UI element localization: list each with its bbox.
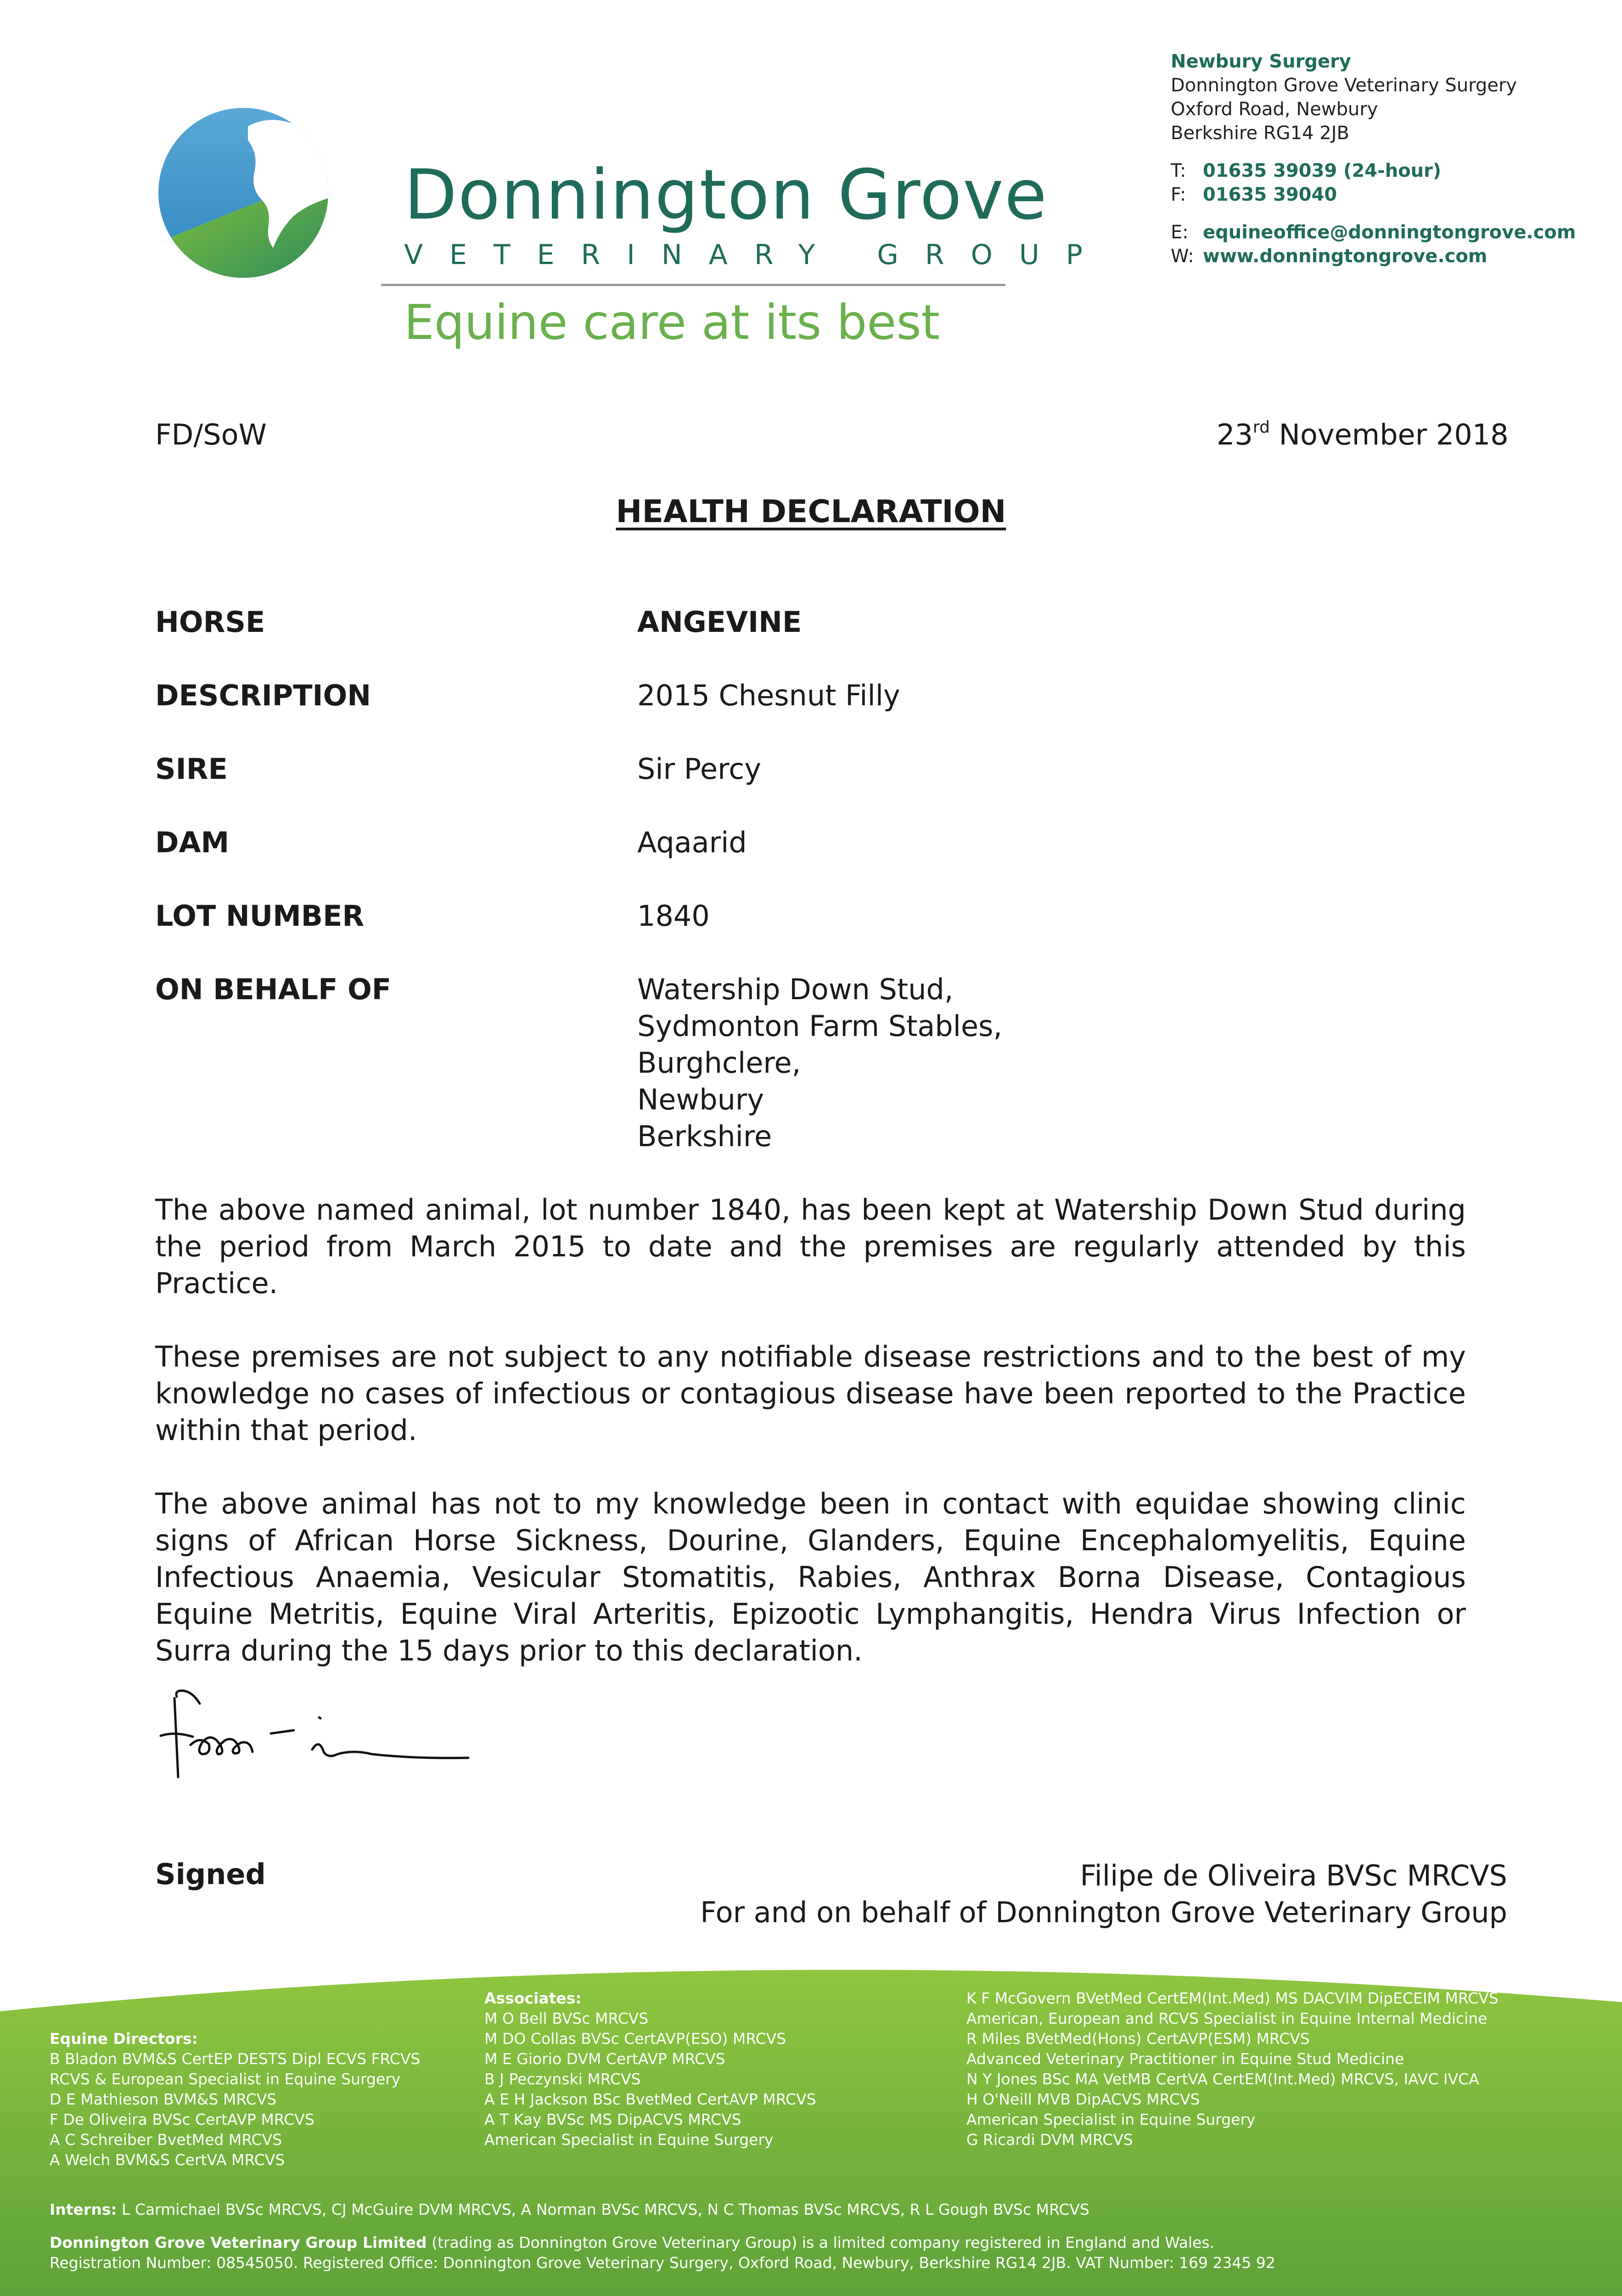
reference-code: FD/SoW [155, 418, 267, 451]
field-label: DAM [155, 826, 230, 859]
field-sire [155, 751, 1487, 788]
field-dam [155, 824, 1487, 861]
contact-block [1171, 50, 1611, 268]
address-line: Donnington Grove Veterinary Surgery [1171, 75, 1517, 96]
company-description: (trading as Donnington Grove Veterinary Group) is a limited company registered in England and Wales. [427, 2234, 1215, 2251]
owner-address-line: Burghclere, [637, 1046, 801, 1080]
director-entry: F De Oliveira BVSc CertAVP MRCVS [50, 2110, 314, 2128]
document-title-text: HEALTH DECLARATION [616, 494, 1006, 530]
horse-head-circle-logo [156, 106, 331, 280]
declaration-body [155, 1192, 1466, 1706]
field-horse [155, 604, 1487, 641]
address-line: Oxford Road, Newbury [1171, 99, 1378, 120]
telephone-number: 01635 39039 (24-hour) [1203, 160, 1442, 181]
paragraph: These premises are not subject to any notifiable disease restrictions and to the best of my knowledge no cases of infectious or contagious disease have been reported to the Practice within that period. [155, 1340, 1466, 1447]
owner-address [637, 971, 1487, 1155]
paragraph: The above named animal, lot number 1840, has been kept at Watership Down Stud during the period from March 2015 to date and the premises are regularly attended by this Practice. [155, 1193, 1466, 1300]
brand-name: Donnington Grove [404, 155, 1048, 235]
consultant-entry: American, European and RCVS Specialist in Equine Internal Medicine [966, 2009, 1487, 2027]
field-label: SIRE [155, 752, 228, 786]
field-value: 2015 Chesnut Filly [637, 679, 900, 712]
telephone-line [1171, 159, 1611, 183]
field-value: Sir Percy [637, 752, 762, 786]
date-month-year: November 2018 [1269, 418, 1509, 451]
field-value: Aqaarid [637, 826, 747, 859]
owner-address-line: Sydmonton Farm Stables, [637, 1009, 1003, 1043]
date-suffix: rd [1252, 418, 1270, 437]
consultant-entry: K F McGovern BVetMed CertEM(Int.Med) MS DACVIM DipECEIM MRCVS [966, 1989, 1499, 2007]
consultant-entry: American Specialist in Equine Surgery [966, 2110, 1256, 2128]
director-entry: D E Mathieson BVM&S MRCVS [50, 2090, 277, 2108]
field-value: 1840 [637, 899, 710, 933]
associate-entry: A T Kay BVSc MS DipACVS MRCVS [484, 2110, 741, 2128]
director-entry: B Bladon BVM&S CertEP DESTS Dipl ECVS FRCVS [50, 2050, 421, 2068]
interns-line [50, 2200, 1588, 2220]
document-title [0, 494, 1622, 530]
interns-list: L Carmichael BVSc MRCVS, CJ McGuire DVM MRCVS, A Norman BVSc MRCVS, N C Thomas BVSc MRCVS, R L Gough BVSc MRCVS [117, 2200, 1089, 2218]
associate-entry: American Specialist in Equine Surgery [484, 2131, 774, 2149]
email-label: E: [1171, 222, 1189, 243]
consultant-entry: Advanced Veterinary Practitioner in Equine Stud Medicine [966, 2050, 1404, 2068]
email-link[interactable]: equineoffice@donningtongrove.com [1203, 222, 1576, 243]
signer-name: Filipe de Oliveira BVSc MRCVS [1080, 1859, 1507, 1892]
consultants [966, 1988, 1586, 2150]
associates [484, 1988, 943, 2150]
brand-group: VETERINARY GROUP [404, 239, 1109, 271]
surgery-name: Newbury Surgery [1171, 51, 1351, 72]
field-value: ANGEVINE [637, 605, 802, 639]
website-link[interactable]: www.donningtongrove.com [1203, 246, 1487, 267]
field-label: DESCRIPTION [155, 679, 371, 712]
signer-block [597, 1857, 1507, 1931]
telephone-label: T: [1171, 160, 1186, 181]
web-line [1171, 244, 1611, 268]
registration-line: Registration Number: 08545050. Registered Office: Donnington Grove Veterinary Surgery, Oxford Road, Newbury, Berkshire RG14 2JB. VAT Number: 169 2345 92 [50, 2254, 1275, 2272]
equine-directors [50, 2029, 463, 2170]
consultant-entry: G Ricardi DVM MRCVS [966, 2131, 1133, 2149]
horse-details [155, 604, 1487, 1155]
address-line: Berkshire RG14 2JB [1171, 123, 1349, 144]
company-line [50, 2233, 1588, 2253]
date-day: 23 [1217, 418, 1253, 451]
web-label: W: [1171, 246, 1194, 267]
letter-date [1217, 418, 1509, 451]
consultant-entry: H O'Neill MVB DipACVS MRCVS [966, 2090, 1200, 2108]
signed-label: Signed [155, 1857, 266, 1891]
associates-heading: Associates: [484, 1989, 582, 2007]
field-description [155, 677, 1487, 714]
field-on-behalf-of [155, 971, 1487, 1155]
director-entry: A C Schreiber BvetMed MRCVS [50, 2131, 282, 2149]
brand-divider [381, 284, 1005, 286]
directors-heading: Equine Directors: [50, 2030, 198, 2048]
paragraph: The above animal has not to my knowledge been in contact with equidae showing clinic signs of African Horse Sickness, Dourine, Glanders, Equine Encephalomyelitis, Equine Infectious Anaemia, Vesicular Stomatitis, Rabies, Anthrax Borna Disease, Contagious Equine Metritis, Equine Viral Arteritis, Epizootic Lymphangitis, Hendra Virus Infection or Surra during the 15 days prior to this declaration. [155, 1487, 1466, 1667]
consultant-entry: N Y Jones BSc MA VetMB CertVA CertEM(Int.Med) MRCVS, IAVC IVCA [966, 2070, 1479, 2088]
associate-entry: B J Peczynski MRCVS [484, 2070, 641, 2088]
associate-entry: A E H Jackson BSc BvetMed CertAVP MRCVS [484, 2090, 816, 2108]
fax-line [1171, 183, 1611, 207]
brand-tagline: Equine care at its best [404, 294, 940, 350]
owner-address-line: Watership Down Stud, [637, 973, 954, 1006]
email-line [1171, 220, 1611, 244]
signer-role: For and on behalf of Donnington Grove Veterinary Group [700, 1896, 1507, 1929]
director-entry: A Welch BVM&S CertVA MRCVS [50, 2151, 285, 2169]
associate-entry: M O Bell BVSc MRCVS [484, 2009, 649, 2027]
director-entry: RCVS & European Specialist in Equine Surgery [50, 2070, 401, 2088]
interns-label: Interns: [50, 2200, 117, 2218]
associate-entry: M E Giorio DVM CertAVP MRCVS [484, 2050, 725, 2068]
fax-label: F: [1171, 184, 1186, 205]
field-label: HORSE [155, 605, 265, 639]
consultant-entry: R Miles BVetMed(Hons) CertAVP(ESM) MRCVS [966, 2030, 1310, 2048]
associate-entry: M DO Collas BVSc CertAVP(ESO) MRCVS [484, 2030, 786, 2048]
owner-address-line: Berkshire [637, 1120, 772, 1153]
field-label: LOT NUMBER [155, 899, 365, 933]
handwritten-signature [156, 1685, 477, 1791]
field-lot-number [155, 898, 1487, 934]
fax-number: 01635 39040 [1203, 184, 1337, 205]
field-label: ON BEHALF OF [155, 973, 392, 1006]
owner-address-line: Newbury [637, 1083, 764, 1116]
company-name: Donnington Grove Veterinary Group Limited [50, 2234, 427, 2251]
